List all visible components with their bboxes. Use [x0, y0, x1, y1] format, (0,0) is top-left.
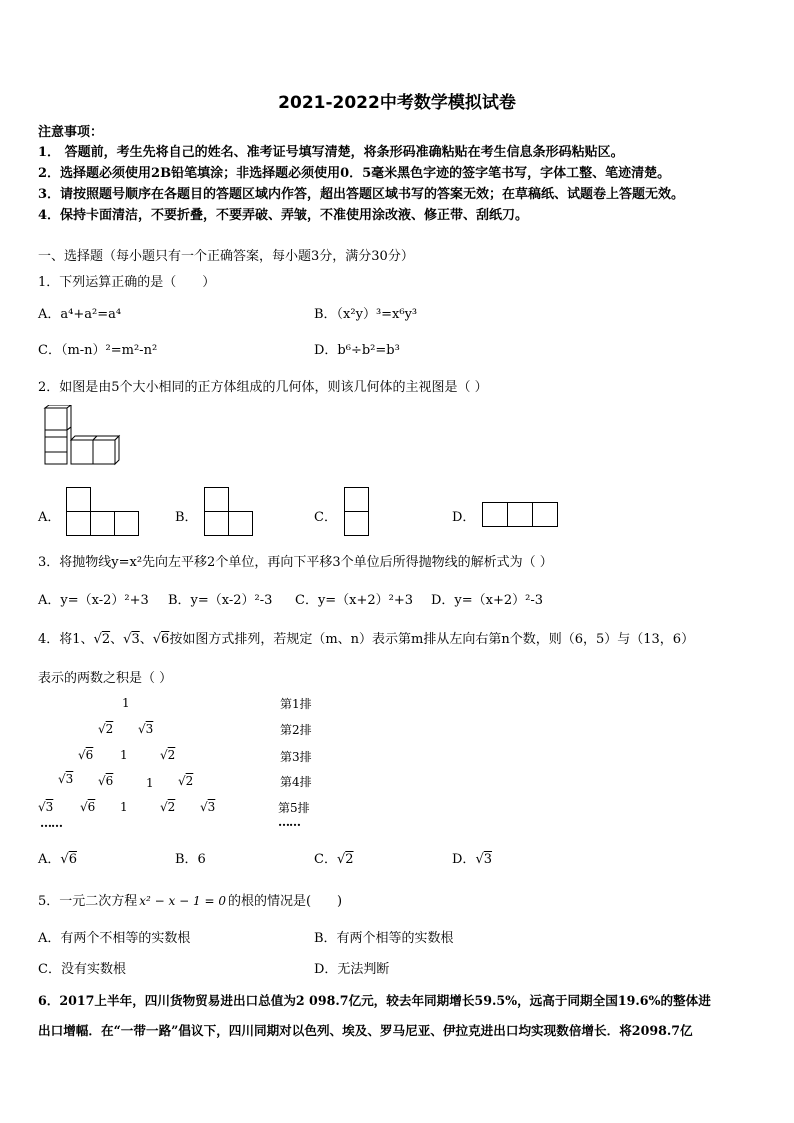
- sqrt-3-expression: √3: [123, 632, 140, 647]
- cell-one: 1: [146, 776, 154, 790]
- cell-one: 1: [120, 748, 128, 762]
- row-label: 第2排: [280, 723, 312, 737]
- q2-option-c-figure: [344, 487, 370, 537]
- row-label: 第3排: [280, 750, 312, 764]
- sqrt-2-expression: √2: [93, 632, 111, 647]
- q4-stem-sep: 、: [139, 632, 153, 647]
- q6-line2: 出口增幅．在“一带一路”倡议下，四川同期对以色列、埃及、罗马尼亚、伊拉克进出口均实现数倍增长．将2098.7亿: [38, 1023, 693, 1038]
- cell-sqrt2: √2: [160, 748, 176, 762]
- q2-option-c: C．: [314, 510, 337, 525]
- q2-option-d-figure: [482, 502, 558, 528]
- q5-stem-part2: 的根的情况是( ): [227, 894, 343, 909]
- q3-option-b: B．y=（x-2）²-3: [168, 593, 273, 608]
- q5-option-b: B．有两个相等的实数根: [314, 931, 454, 946]
- q2-option-d: D．: [452, 510, 476, 525]
- q4-option-a: A．√6: [38, 852, 77, 867]
- cube-solid-figure: [40, 405, 122, 467]
- cell-sqrt3: √3: [200, 800, 216, 814]
- cell-sqrt2: √2: [178, 774, 194, 788]
- q3-option-c: C．y=（x+2）²+3: [295, 593, 414, 608]
- q1-option-b: B．（x²y）³=x⁶y³: [314, 307, 418, 322]
- q4-option-c: C．√2: [314, 852, 354, 867]
- cell-sqrt6: √6: [80, 800, 96, 814]
- q5-option-a: A．有两个不相等的实数根: [38, 931, 191, 946]
- row-label: 第5排: [278, 801, 310, 815]
- notice-item: 2．选择题必须使用2B铅笔填涂；非选择题必须使用0．5毫米黑色字迹的签字笔书写，字体工整、笔迹清楚。: [38, 166, 671, 181]
- q6-line1: 6．2017上半年，四川货物贸易进出口总值为2 098.7亿元，较去年同期增长59.5%，远高于同期全国19.6%的整体进: [38, 993, 711, 1008]
- notice-item: 1． 答题前，考生先将自己的姓名、准考证号填写清楚，将条形码准确粘贴在考生信息条形码粘贴区。: [38, 145, 624, 160]
- q2-stem: 2．如图是由5个大小相同的正方体组成的几何体，则该几何体的主视图是（ ）: [38, 380, 488, 395]
- cell-one: 1: [120, 800, 128, 814]
- cell-one: 1: [122, 696, 130, 710]
- q4-stem-line2: 表示的两数之积是（ ）: [38, 671, 173, 686]
- q4-stem-part1: 4．将1、: [38, 632, 94, 647]
- section-heading: 一、选择题（每小题只有一个正确答案，每小题3分，满分30分）: [38, 249, 414, 264]
- cell-sqrt2: √2: [98, 722, 114, 736]
- row-label: 第1排: [280, 697, 312, 711]
- q4-stem-part2: 按如图方式排列，若规定（m、n）表示第m排从左向右第n个数，则（6，5）与（13，6）: [169, 632, 695, 647]
- notice-item: 3．请按照题号顺序在各题目的答题区域内作答，超出答题区域书写的答案无效；在草稿纸、试题卷上答题无效。: [38, 187, 685, 202]
- q4-stem-sep: 、: [110, 632, 124, 647]
- q4-stem: [38, 628, 694, 647]
- cell-sqrt3: √3: [38, 800, 54, 814]
- notice-item: 4．保持卡面清洁，不要折叠，不要弄破、弄皱，不准使用涂改液、修正带、刮纸刀。: [38, 208, 529, 223]
- cell-sqrt2: √2: [160, 800, 176, 814]
- cell-sqrt3: √3: [58, 772, 74, 786]
- ellipsis: ……: [40, 816, 62, 830]
- q3-stem: 3．将抛物线y=x²先向左平移2个单位，再向下平移3个单位后所得抛物线的解析式为（ ）: [38, 555, 553, 570]
- q2-option-a-figure: [66, 487, 140, 537]
- q5-option-c: C．没有实数根: [38, 962, 126, 977]
- sqrt-6-expression: √6: [152, 632, 170, 647]
- q5-stem: [38, 890, 342, 909]
- q4-option-b: B．6: [175, 852, 206, 867]
- notice-heading: 注意事项：: [38, 125, 104, 140]
- row-label: 第4排: [280, 775, 312, 789]
- q1-option-a: A．a⁴+a²=a⁴: [38, 307, 122, 322]
- cell-sqrt6: √6: [98, 774, 114, 788]
- q4-option-d: D．√3: [452, 852, 493, 867]
- q5-option-d: D．无法判断: [314, 962, 390, 977]
- q3-option-a: A．y=（x-2）²+3: [38, 593, 149, 608]
- q5-equation: x² − x − 1 = 0: [139, 894, 226, 908]
- q3-option-d: D．y=（x+2）²-3: [431, 593, 544, 608]
- q5-stem-part1: 5．一元二次方程: [38, 894, 138, 909]
- q2-option-b-figure: [204, 487, 256, 537]
- page-title: 2021-2022中考数学模拟试卷: [278, 93, 516, 113]
- q1-stem: 1．下列运算正确的是（ ）: [38, 275, 216, 290]
- cell-sqrt6: √6: [78, 748, 94, 762]
- ellipsis: ……: [278, 815, 300, 829]
- cell-sqrt3: √3: [138, 722, 154, 736]
- q1-option-d: D．b⁶÷b²=b³: [314, 343, 400, 358]
- q1-option-c: C．（m-n）²=m²-n²: [38, 343, 158, 358]
- q2-option-b: B．: [175, 510, 198, 525]
- q2-option-a: A．: [38, 510, 61, 525]
